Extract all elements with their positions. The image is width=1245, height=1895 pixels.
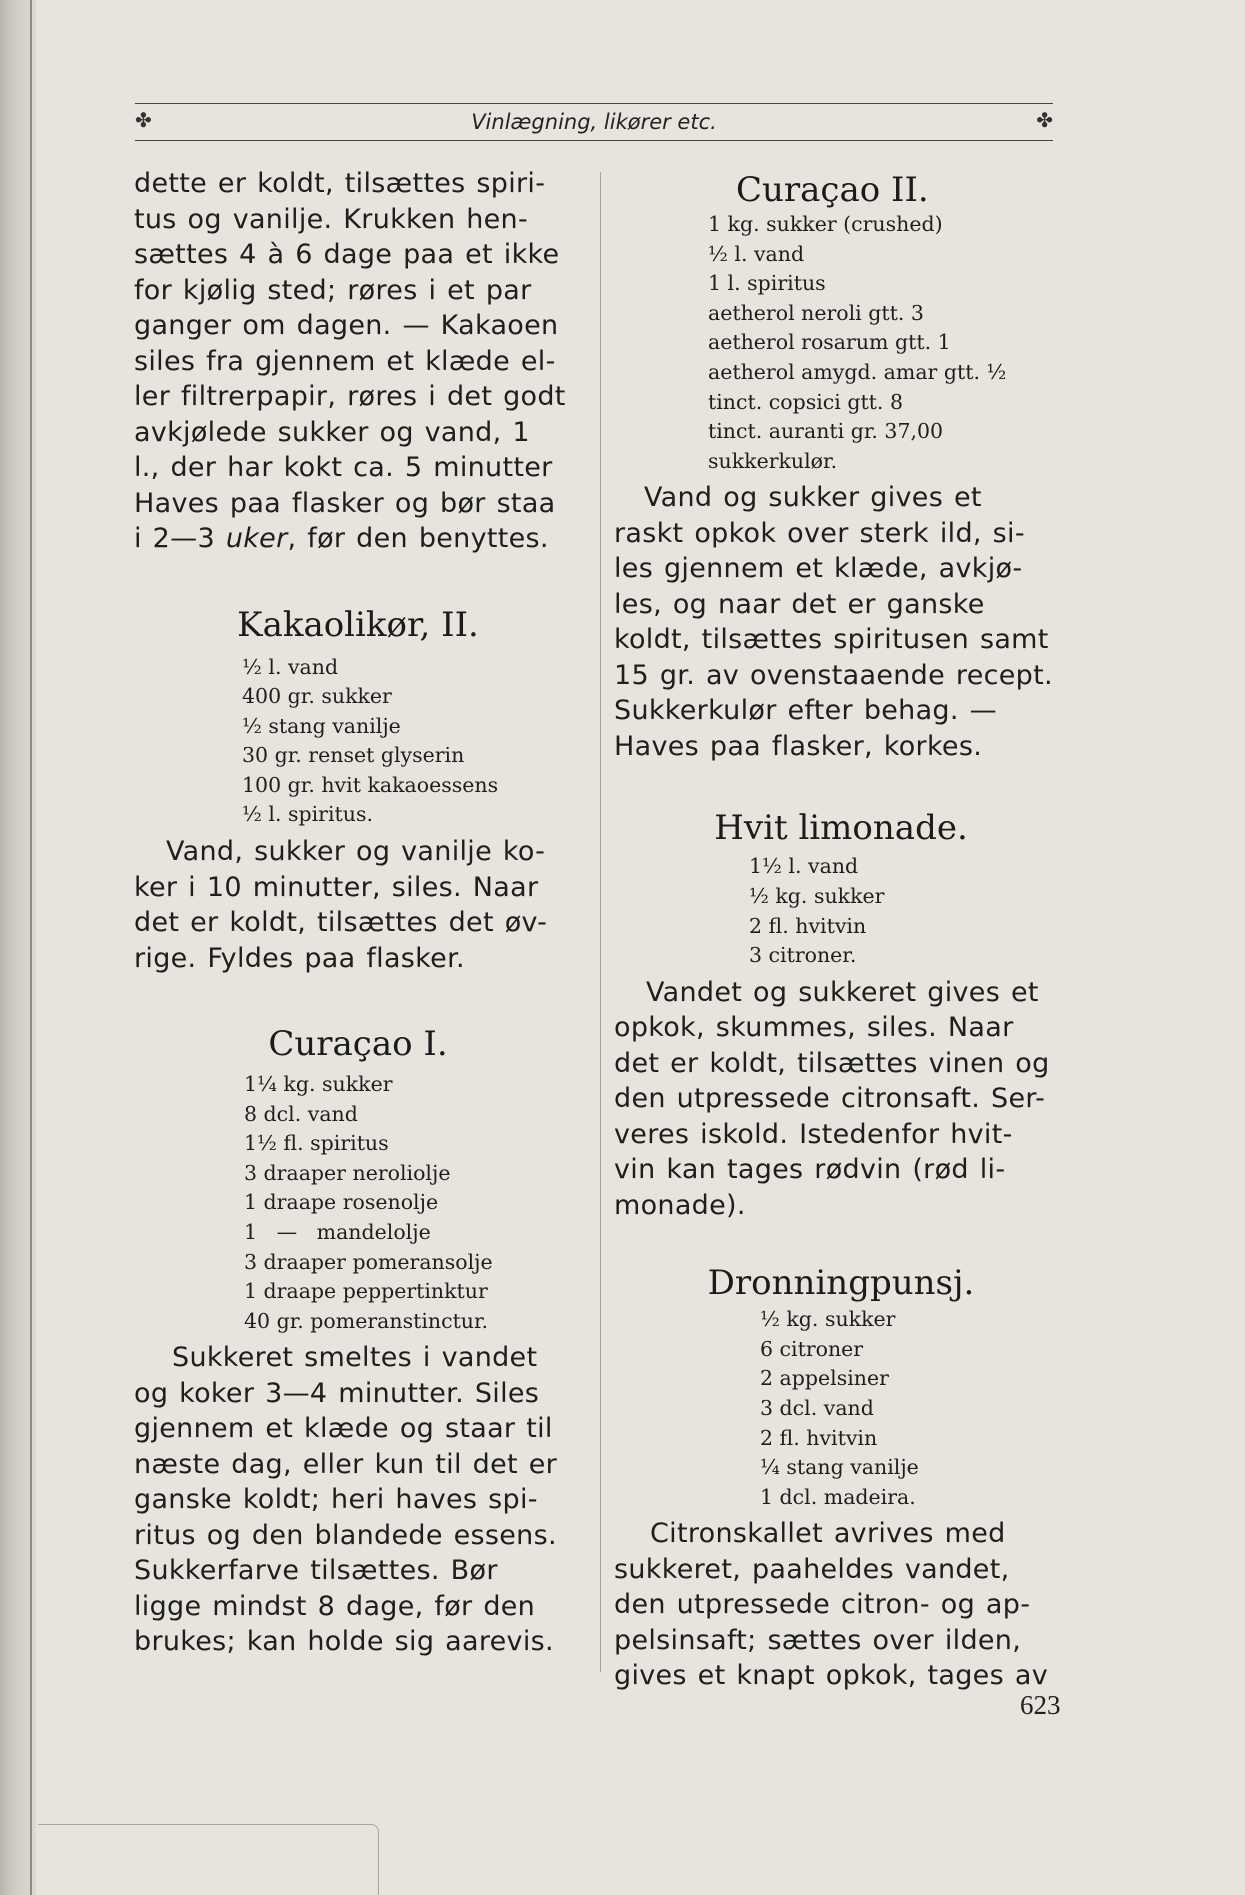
ingredient-list <box>134 653 582 831</box>
text-line: Vandet og sukkeret gives et <box>646 976 1039 1008</box>
method-paragraph <box>134 834 582 976</box>
text-line: det er koldt, tilsættes det øv- <box>134 907 548 939</box>
ingredient: aetherol neroli gtt. 3 <box>708 300 924 325</box>
text-line: for kjølig sted; røres i et par <box>134 274 532 306</box>
text-line: næste dag, eller kun til det er <box>134 1448 558 1480</box>
recipe-heading-dronningpunsj: Dronningpunsj. <box>707 1263 975 1304</box>
right-ornament-icon: ✤ <box>1036 110 1053 132</box>
text-line: Haves paa flasker og bør staa <box>134 487 556 519</box>
left-ornament-icon: ✤ <box>135 110 152 132</box>
method-paragraph <box>614 975 1068 1224</box>
ingredient: 1½ l. vand <box>749 854 859 879</box>
recipe-heading-kakaolikor: Kakaolikør, II. <box>237 604 479 645</box>
text-line: tus og vanilje. Krukken hen- <box>134 203 529 235</box>
text-line: ganger om dagen. — Kakaoen <box>134 310 559 341</box>
text-line: gives et knapt opkok, tages av <box>614 1660 1048 1692</box>
text-line: den utpressede citron- og ap- <box>614 1589 1031 1621</box>
method-paragraph <box>614 1516 1068 1694</box>
ingredient: 2 fl. hvitvin <box>749 913 867 938</box>
text-line: avkjølede sukker og vand, 1 <box>134 416 530 448</box>
text-line: les, og naar det er ganske <box>614 588 985 620</box>
ingredient-list <box>614 210 1068 476</box>
column-divider <box>600 172 601 1672</box>
ingredient: 3 draaper pomeransolje <box>244 1249 493 1274</box>
text-fragment: , før den benyttes. <box>287 523 549 554</box>
text-fragment: i 2—3 <box>134 523 226 554</box>
text-line: brukes; kan holde sig aarevis. <box>134 1626 554 1658</box>
text-line: gjennem et klæde og staar til <box>134 1413 553 1445</box>
ingredient: aetherol rosarum gtt. 1 <box>708 330 951 355</box>
ingredient: 2 appelsiner <box>760 1366 889 1391</box>
ingredient: 6 citroner <box>760 1336 864 1361</box>
text-line: Haves paa flasker, korkes. <box>614 730 983 762</box>
text-line: les gjennem et klæde, avkjø- <box>614 553 1023 585</box>
ingredient: tinct. auranti gr. 37,00 <box>708 419 944 444</box>
ingredient: 2 fl. hvitvin <box>760 1425 878 1450</box>
ingredient-list <box>614 852 1068 970</box>
text-line: det er koldt, tilsættes vinen og <box>614 1047 1050 1079</box>
text-line: og koker 3—4 minutter. Siles <box>134 1377 540 1409</box>
text-line: rige. Fyldes paa flasker. <box>134 942 465 974</box>
text-line: siles fra gjennem et klæde el- <box>134 345 556 377</box>
ingredient: 1 l. spiritus <box>708 271 826 296</box>
text-line: Vand og sukker gives et <box>644 482 982 514</box>
ingredient: 1 kg. sukker (crushed) <box>708 212 943 236</box>
running-header-title: Vinlægning, likører etc. <box>471 110 717 134</box>
page-edge-shadow <box>38 1824 379 1895</box>
text-line: Vand, sukker og vanilje ko- <box>166 836 546 868</box>
text-line: pelsinsaft; sættes over ilden, <box>614 1624 1022 1656</box>
ingredient: 100 gr. hvit kakaoessens <box>242 772 499 797</box>
ingredient: ½ kg. sukker <box>760 1307 896 1332</box>
text-line: koldt, tilsættes spiritusen samt <box>614 624 1049 656</box>
method-paragraph <box>614 480 1068 764</box>
text-line: ler filtrerpapir, røres i det godt <box>134 381 566 412</box>
text-line: Sukkeret smeltes i vandet <box>172 1342 538 1374</box>
ingredient: 1 draape peppertinktur <box>244 1279 488 1304</box>
ingredient: 3 citroner. <box>749 943 857 968</box>
ingredient: sukkerkulør. <box>708 448 838 473</box>
ingredient: 8 dcl. vand <box>244 1101 358 1126</box>
text-line: raskt opkok over sterk ild, si- <box>614 517 1025 549</box>
ingredient: 3 dcl. vand <box>760 1396 874 1420</box>
ingredient: 1½ fl. spiritus <box>244 1131 389 1156</box>
ingredient: ½ l. spiritus. <box>242 802 374 827</box>
ingredient-list <box>614 1305 1068 1512</box>
binding-edge-line <box>30 0 32 1895</box>
ingredient: 1 draape rosenolje <box>244 1190 439 1215</box>
text-line: Sukkerkulør efter behag. — <box>614 695 997 727</box>
ingredient: ½ l. vand <box>708 241 805 266</box>
recipe-heading-curacao-1: Curaçao I. <box>268 1024 448 1065</box>
ingredient: tinct. copsici gtt. 8 <box>708 389 904 414</box>
text-line <box>134 521 582 557</box>
text-line: ganske koldt; heri haves spi- <box>134 1484 538 1516</box>
text-line: den utpressede citronsaft. Ser- <box>614 1083 1046 1115</box>
recipe-heading-hvit-limonade: Hvit limonade. <box>714 808 968 849</box>
ingredient: ½ kg. sukker <box>749 883 885 908</box>
ingredient: 1 dcl. madeira. <box>760 1484 916 1509</box>
ingredient: 1¼ kg. sukker <box>244 1072 393 1097</box>
right-column <box>614 166 1068 1694</box>
italic-word: uker <box>225 523 288 554</box>
running-header <box>135 103 1053 141</box>
ingredient: ½ l. vand <box>242 654 339 679</box>
ingredient: 3 draaper neroliolje <box>244 1160 451 1185</box>
recipe-heading-curacao-2: Curaçao II. <box>736 170 929 210</box>
text-line: ritus og den blandede essens. <box>134 1519 557 1551</box>
text-line: sukkeret, paaheldes vandet, <box>614 1553 1010 1585</box>
ingredient: 40 gr. pomeranstinctur. <box>244 1308 489 1333</box>
ingredient: 1 — mandelolje <box>244 1220 431 1245</box>
text-line: Sukkerfarve tilsættes. Bør <box>134 1555 498 1587</box>
text-line: ker i 10 minutter, siles. Naar <box>134 871 539 903</box>
text-line: monade). <box>614 1189 746 1221</box>
text-line: vin kan tages rødvin (rød li- <box>614 1154 1006 1186</box>
text-line: ligge mindst 8 dage, før den <box>134 1590 536 1622</box>
page-number: 623 <box>1020 1690 1061 1720</box>
ingredient: aetherol amygd. amar gtt. ½ <box>708 359 1007 384</box>
ingredient-list <box>134 1070 582 1336</box>
text-line: l., der har kokt ca. 5 minutter <box>134 452 553 483</box>
ingredient: ¼ stang vanilje <box>760 1455 919 1480</box>
text-line: Citronskallet avrives med <box>650 1518 1006 1550</box>
text-line: dette er koldt, tilsættes spiri- <box>134 168 546 199</box>
text-line: sættes 4 à 6 dage paa et ikke <box>134 239 560 270</box>
ingredient: 30 gr. renset glyserin <box>242 743 465 768</box>
ingredient: ½ stang vanilje <box>242 713 401 738</box>
method-paragraph <box>134 1340 582 1660</box>
text-line: veres iskold. Istedenfor hvit- <box>614 1118 1013 1150</box>
text-line: 15 gr. av ovenstaaende recept. <box>614 659 1053 691</box>
continued-paragraph <box>134 166 582 557</box>
left-column <box>134 166 582 1660</box>
text-line: opkok, skummes, siles. Naar <box>614 1012 1014 1044</box>
ingredient: 400 gr. sukker <box>242 684 392 709</box>
